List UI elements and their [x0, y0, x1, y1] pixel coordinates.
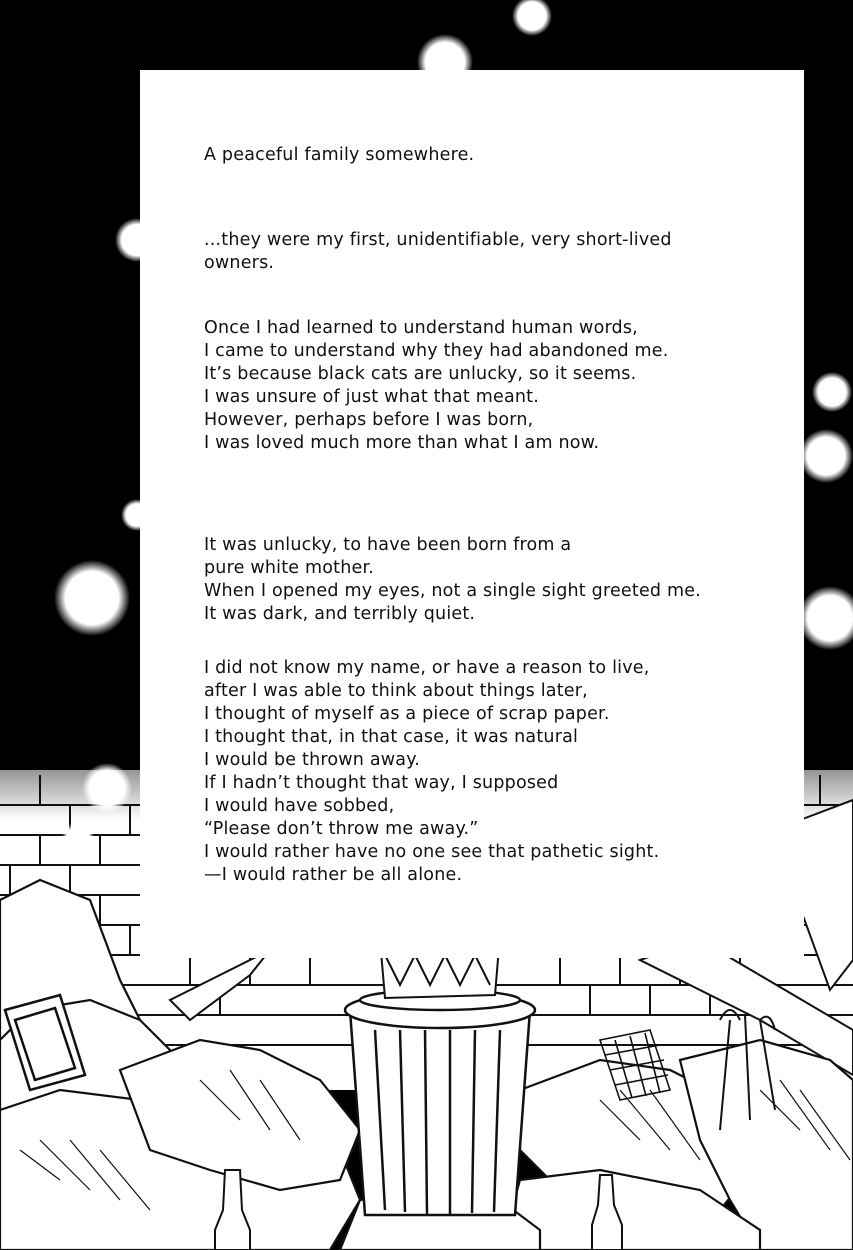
text-line: I did not know my name, or have a reason to live,: [204, 658, 650, 678]
text-line: It was unlucky, to have been born from a: [204, 535, 572, 555]
text-line: I came to understand why they had abandoned me.: [204, 341, 669, 361]
text-line: after I was able to think about things later,: [204, 681, 588, 701]
text-line: A peaceful family somewhere.: [204, 145, 475, 165]
text-line: I was loved much more than what I am now.: [204, 433, 600, 453]
text-line: I would rather have no one see that pathetic sight.: [204, 842, 660, 862]
paragraph-3: [204, 317, 669, 455]
text-line: owners.: [204, 253, 275, 273]
paragraph-1: [204, 144, 474, 167]
text-line: pure white mother.: [204, 558, 375, 578]
text-line: When I opened my eyes, not a single sight greeted me.: [204, 581, 701, 601]
paragraph-5: [204, 657, 659, 887]
text-line: I was unsure of just what that meant.: [204, 387, 540, 407]
text-line: I would be thrown away.: [204, 750, 421, 770]
text-line: It was dark, and terribly quiet.: [204, 604, 476, 624]
text-line: However, perhaps before I was born,: [204, 410, 534, 430]
text-line: I thought that, in that case, it was natural: [204, 727, 579, 747]
text-line: I would have sobbed,: [204, 796, 395, 816]
paper-note: [142, 72, 802, 956]
trash-can: [345, 990, 535, 1215]
text-line: Once I had learned to understand human words,: [204, 318, 638, 338]
text-line: I thought of myself as a piece of scrap paper.: [204, 704, 610, 724]
text-line: If I hadn’t thought that way, I supposed: [204, 773, 559, 793]
text-line: ...they were my first, unidentifiable, very short-lived: [204, 230, 672, 250]
text-line: —I would rather be all alone.: [204, 865, 463, 885]
paragraph-2: [204, 229, 672, 275]
text-line: “Please don’t throw me away.”: [204, 819, 479, 839]
text-line: It’s because black cats are unlucky, so it seems.: [204, 364, 637, 384]
paragraph-4: [204, 534, 701, 626]
